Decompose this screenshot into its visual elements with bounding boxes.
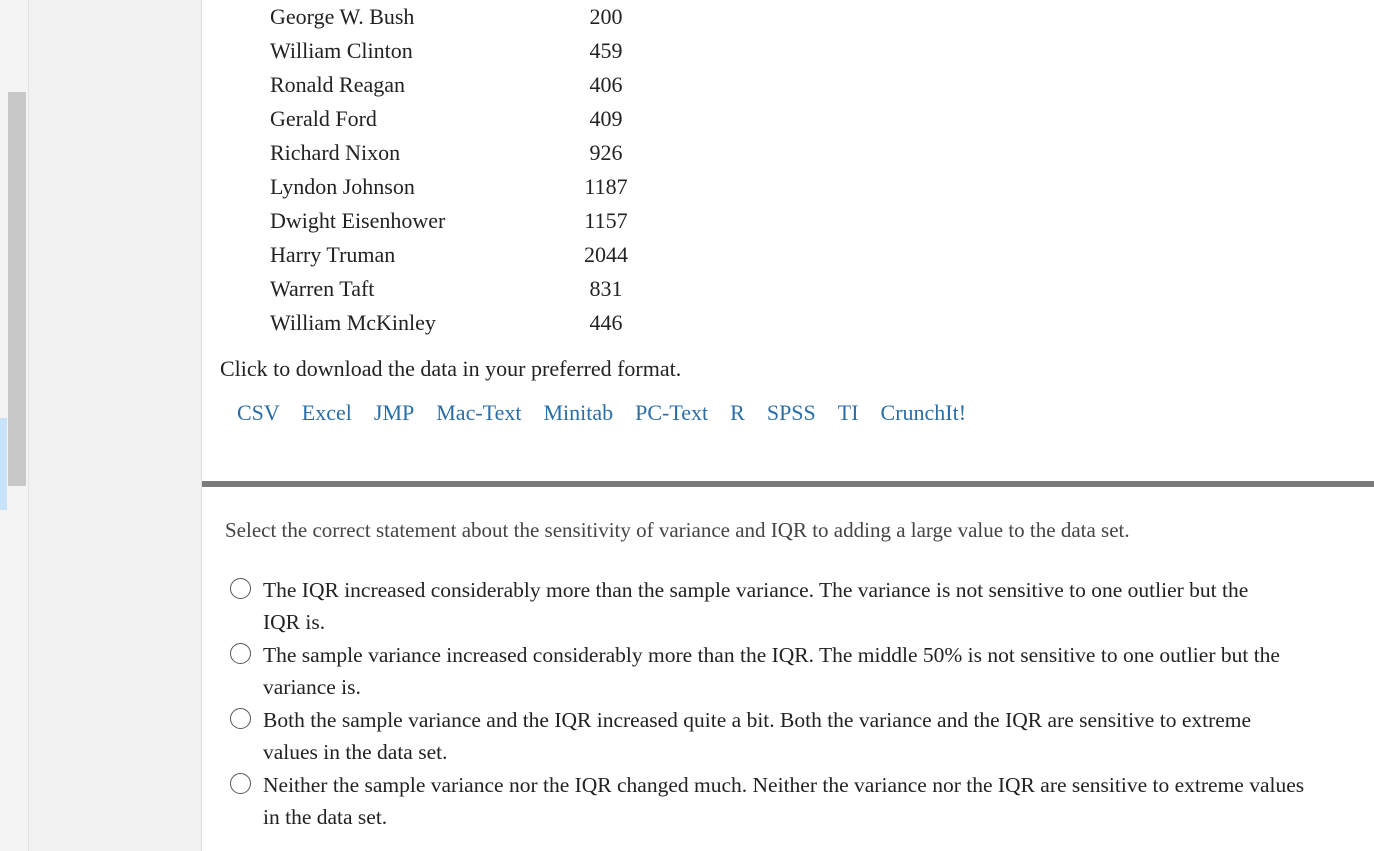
download-instructions: Click to download the data in your preferred format. [220,356,682,381]
scrollbar[interactable] [8,92,26,486]
radio-button[interactable] [230,643,251,664]
download-mac-text-link[interactable]: Mac-Text [436,400,522,425]
option-text-line1: Both the sample variance and the IQR increased quite a bit. Both the variance and the IQR are sensitive to extreme [263,708,1252,732]
download-r-link[interactable]: R [730,400,745,425]
radio-button[interactable] [230,578,251,599]
president-name: Lyndon Johnson [270,174,415,199]
option-text-line1: Neither the sample variance nor the IQR changed much. Neither the variance nor the IQR are sensitive to extreme values [263,773,1305,797]
download-ti-link[interactable]: TI [837,400,859,425]
option-text-line2: IQR is. [263,610,326,634]
value-cell: 1157 [584,208,628,233]
option-text-line2: variance is. [263,675,361,699]
option-text-line1: The IQR increased considerably more than the sample variance. The variance is not sensitive to one outlier but the [263,578,1249,602]
value-cell: 459 [589,38,623,63]
president-name: Gerald Ford [270,106,377,131]
sidebar [29,0,202,851]
option-text-line2: values in the data set. [263,740,448,764]
value-cell: 200 [589,4,623,29]
value-cell: 926 [589,140,623,165]
answer-option-2[interactable] [229,639,1369,704]
answer-options [229,574,1369,834]
download-crunchit-link[interactable]: CrunchIt! [880,400,967,425]
answer-option-3[interactable] [229,704,1369,769]
president-name: Ronald Reagan [270,72,406,97]
section-divider [202,481,1374,487]
option-text-line1: The sample variance increased considerably more than the IQR. The middle 50% is not sensitive to one outlier but the [263,643,1280,667]
answer-option-1[interactable] [229,574,1369,639]
radio-button[interactable] [230,773,251,794]
value-cell: 1187 [584,174,628,199]
president-name: Harry Truman [270,242,396,267]
scroll-position-indicator [0,418,7,510]
download-excel-link[interactable]: Excel [301,400,352,425]
question-prompt: Select the correct statement about the sensitivity of variance and IQR to adding a large value to the data set. [225,518,1130,542]
download-spss-link[interactable]: SPSS [766,400,816,425]
download-minitab-link[interactable]: Minitab [543,400,614,425]
value-cell: 2044 [584,242,628,267]
download-format-links [237,400,988,426]
president-name: Dwight Eisenhower [270,208,446,233]
value-cell: 409 [589,106,623,131]
president-name: George W. Bush [270,4,415,29]
answer-option-4[interactable] [229,769,1369,834]
download-jmp-link[interactable]: JMP [373,400,415,425]
download-pc-text-link[interactable]: PC-Text [635,400,709,425]
president-name: Richard Nixon [270,140,401,165]
option-text-line2: in the data set. [263,805,388,829]
main-content [202,0,1374,851]
president-name: William Clinton [270,38,413,63]
value-cell: 831 [589,276,623,301]
president-name: Warren Taft [270,276,375,301]
president-name: William McKinley [270,310,436,335]
radio-button[interactable] [230,708,251,729]
value-cell: 446 [589,310,623,335]
value-cell: 406 [589,72,623,97]
download-csv-link[interactable]: CSV [237,400,280,425]
